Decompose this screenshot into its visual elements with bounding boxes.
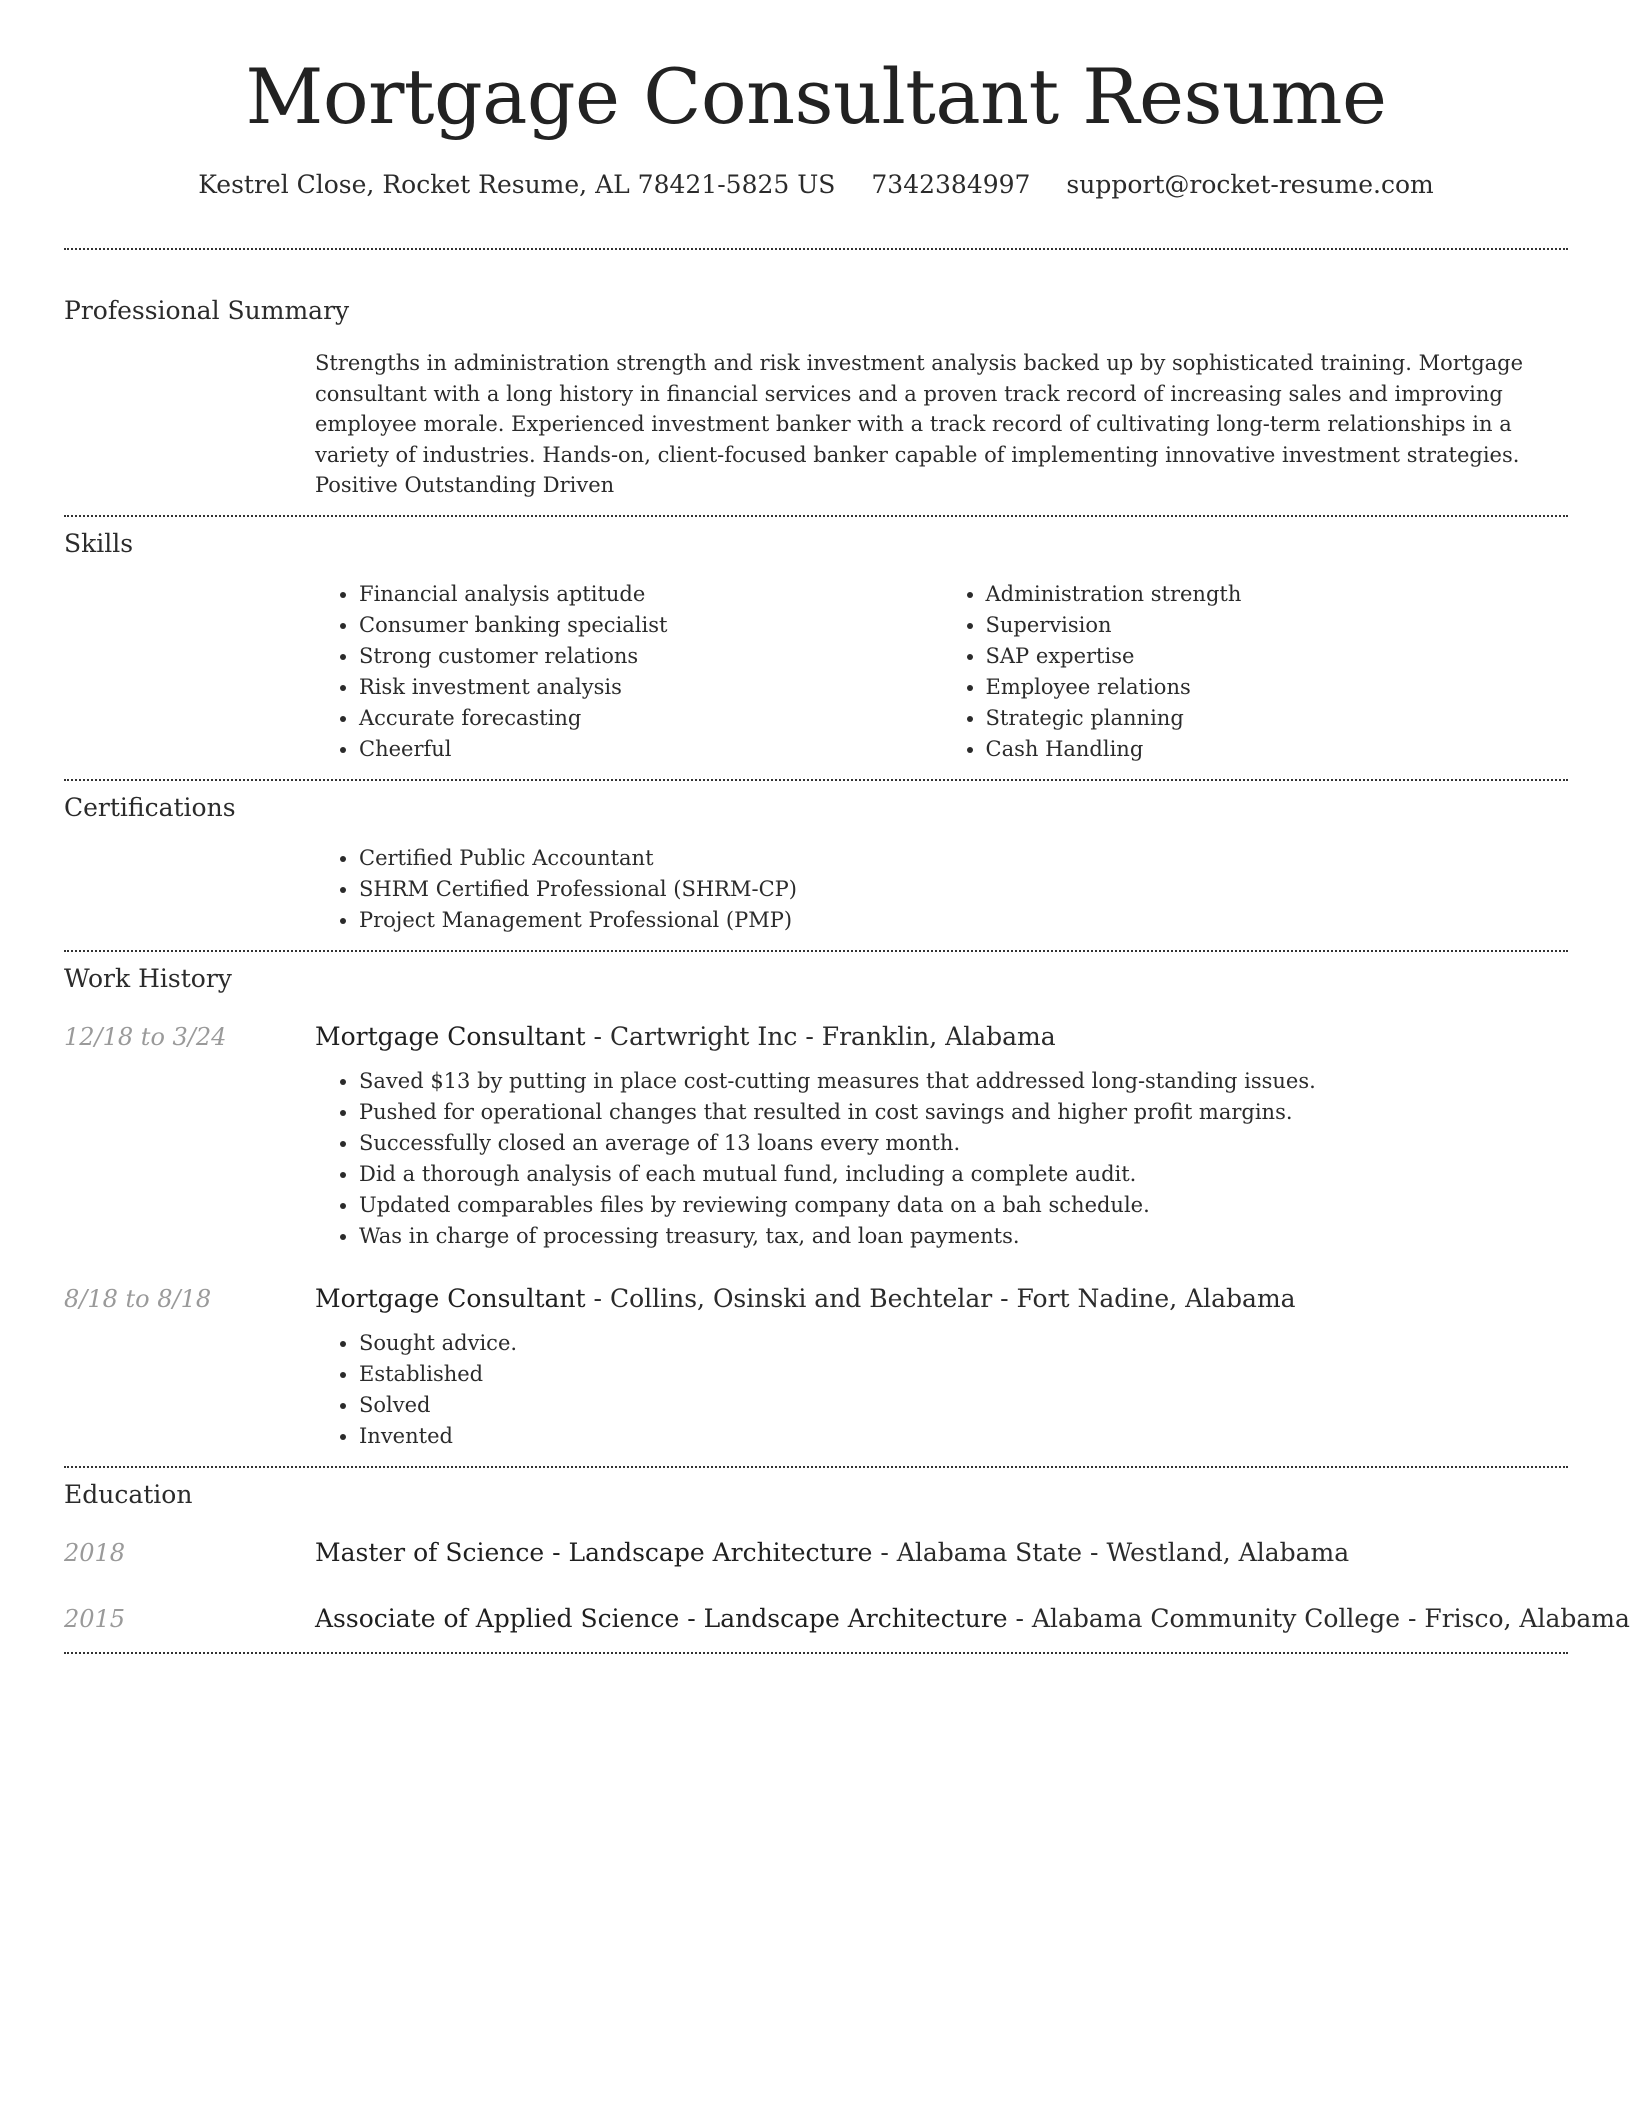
education-degree: Associate of Applied Science - Landscape Architecture (315, 1603, 1008, 1633)
job-role: Mortgage Consultant (315, 1021, 586, 1051)
work-heading: Work History (64, 963, 232, 993)
job-bullet: • Pushed for operational changes that resulted in cost savings and higher profit margins. (359, 1097, 1568, 1128)
job-bullet: • Solved (359, 1390, 1568, 1421)
skill-item: • Cash Handling (986, 734, 1569, 765)
education-school: - Alabama Community College - Frisco, Alabama (1007, 1603, 1630, 1633)
job-entry (64, 1020, 1568, 1252)
skill-item: • Strategic planning (986, 703, 1569, 734)
education-section (64, 1468, 1630, 1636)
job-entry (64, 1282, 1568, 1452)
skill-item: • Employee relations (986, 672, 1569, 703)
work-section (64, 952, 1568, 1452)
certifications-heading: Certifications (64, 792, 236, 822)
skill-item: • Accurate forecasting (359, 703, 942, 734)
skill-item: • Administration strength (986, 579, 1569, 610)
phone: 7342384997 (871, 170, 1031, 199)
job-bullets (315, 1066, 1568, 1252)
job-heading (315, 1020, 1056, 1054)
skills-list-right (942, 579, 1569, 765)
education-entry (64, 1536, 1568, 1570)
job-bullet: • Established (359, 1359, 1568, 1390)
skill-item: • Supervision (986, 610, 1569, 641)
job-dates: 12/18 to 3/24 (64, 1022, 227, 1051)
education-entry (64, 1602, 1630, 1636)
job-bullet: • Sought advice. (359, 1328, 1568, 1359)
skill-item: • Risk investment analysis (359, 672, 942, 703)
education-year: 2015 (64, 1604, 126, 1633)
certifications-list (315, 843, 1568, 936)
job-bullet: • Was in charge of processing treasury, tax, and loan payments. (359, 1221, 1568, 1252)
summary-section (64, 250, 1568, 501)
job-role: Mortgage Consultant (315, 1283, 586, 1313)
resume-title: Mortgage Consultant Resume (245, 52, 1387, 141)
skill-item: • Consumer banking specialist (359, 610, 942, 641)
summary-text: Strengths in administration strength and risk investment analysis backed up by sophisticated training. Mortgage consultant with a long history in financial services and a proven track record of increasing sales and improving employee morale. Experienced investment banker with a track record of cultivating long-term relationships in a variety of industries. Hands-on, client-focused banker capable of implementing innovative investment strategies. Positive Outstanding Driven (315, 351, 1524, 497)
certification-item: • Certified Public Accountant (359, 843, 1568, 874)
education-year: 2018 (64, 1538, 126, 1567)
certification-item: • Project Management Professional (PMP) (359, 905, 1568, 936)
skill-item: • Financial analysis aptitude (359, 579, 942, 610)
email: support@rocket-resume.com (1066, 170, 1434, 199)
skills-list-left (315, 579, 942, 765)
skill-item: • SAP expertise (986, 641, 1569, 672)
job-employer: - Collins, Osinski and Bechtelar - Fort Nadine, Alabama (585, 1283, 1296, 1313)
skill-item: • Strong customer relations (359, 641, 942, 672)
certifications-section (64, 781, 1568, 936)
job-bullet: • Saved $13 by putting in place cost-cutting measures that addressed long-standing issues. (359, 1066, 1568, 1097)
education-degree: Master of Science - Landscape Architecture (315, 1537, 873, 1567)
job-employer: - Cartwright Inc - Franklin, Alabama (585, 1021, 1056, 1051)
skills-heading: Skills (64, 528, 134, 558)
job-bullets (315, 1328, 1568, 1452)
job-bullet: • Successfully closed an average of 13 loans every month. (359, 1128, 1568, 1159)
skill-item: • Cheerful (359, 734, 942, 765)
contact-line (64, 168, 1568, 202)
education-school: - Alabama State - Westland, Alabama (872, 1537, 1350, 1567)
job-heading (315, 1282, 1296, 1316)
job-dates: 8/18 to 8/18 (64, 1284, 212, 1313)
education-heading: Education (64, 1479, 193, 1509)
education-heading-line (315, 1536, 1349, 1570)
education-heading-line (315, 1602, 1630, 1636)
job-bullet: • Did a thorough analysis of each mutual fund, including a complete audit. (359, 1159, 1568, 1190)
job-bullet: • Invented (359, 1421, 1568, 1452)
address: Kestrel Close, Rocket Resume, AL 78421-5825 US (198, 170, 836, 199)
skills-section (64, 517, 1568, 765)
job-bullet: • Updated comparables files by reviewing company data on a bah schedule. (359, 1190, 1568, 1221)
certification-item: • SHRM Certified Professional (SHRM-CP) (359, 874, 1568, 905)
divider (64, 1652, 1568, 1654)
summary-heading: Professional Summary (64, 296, 350, 325)
